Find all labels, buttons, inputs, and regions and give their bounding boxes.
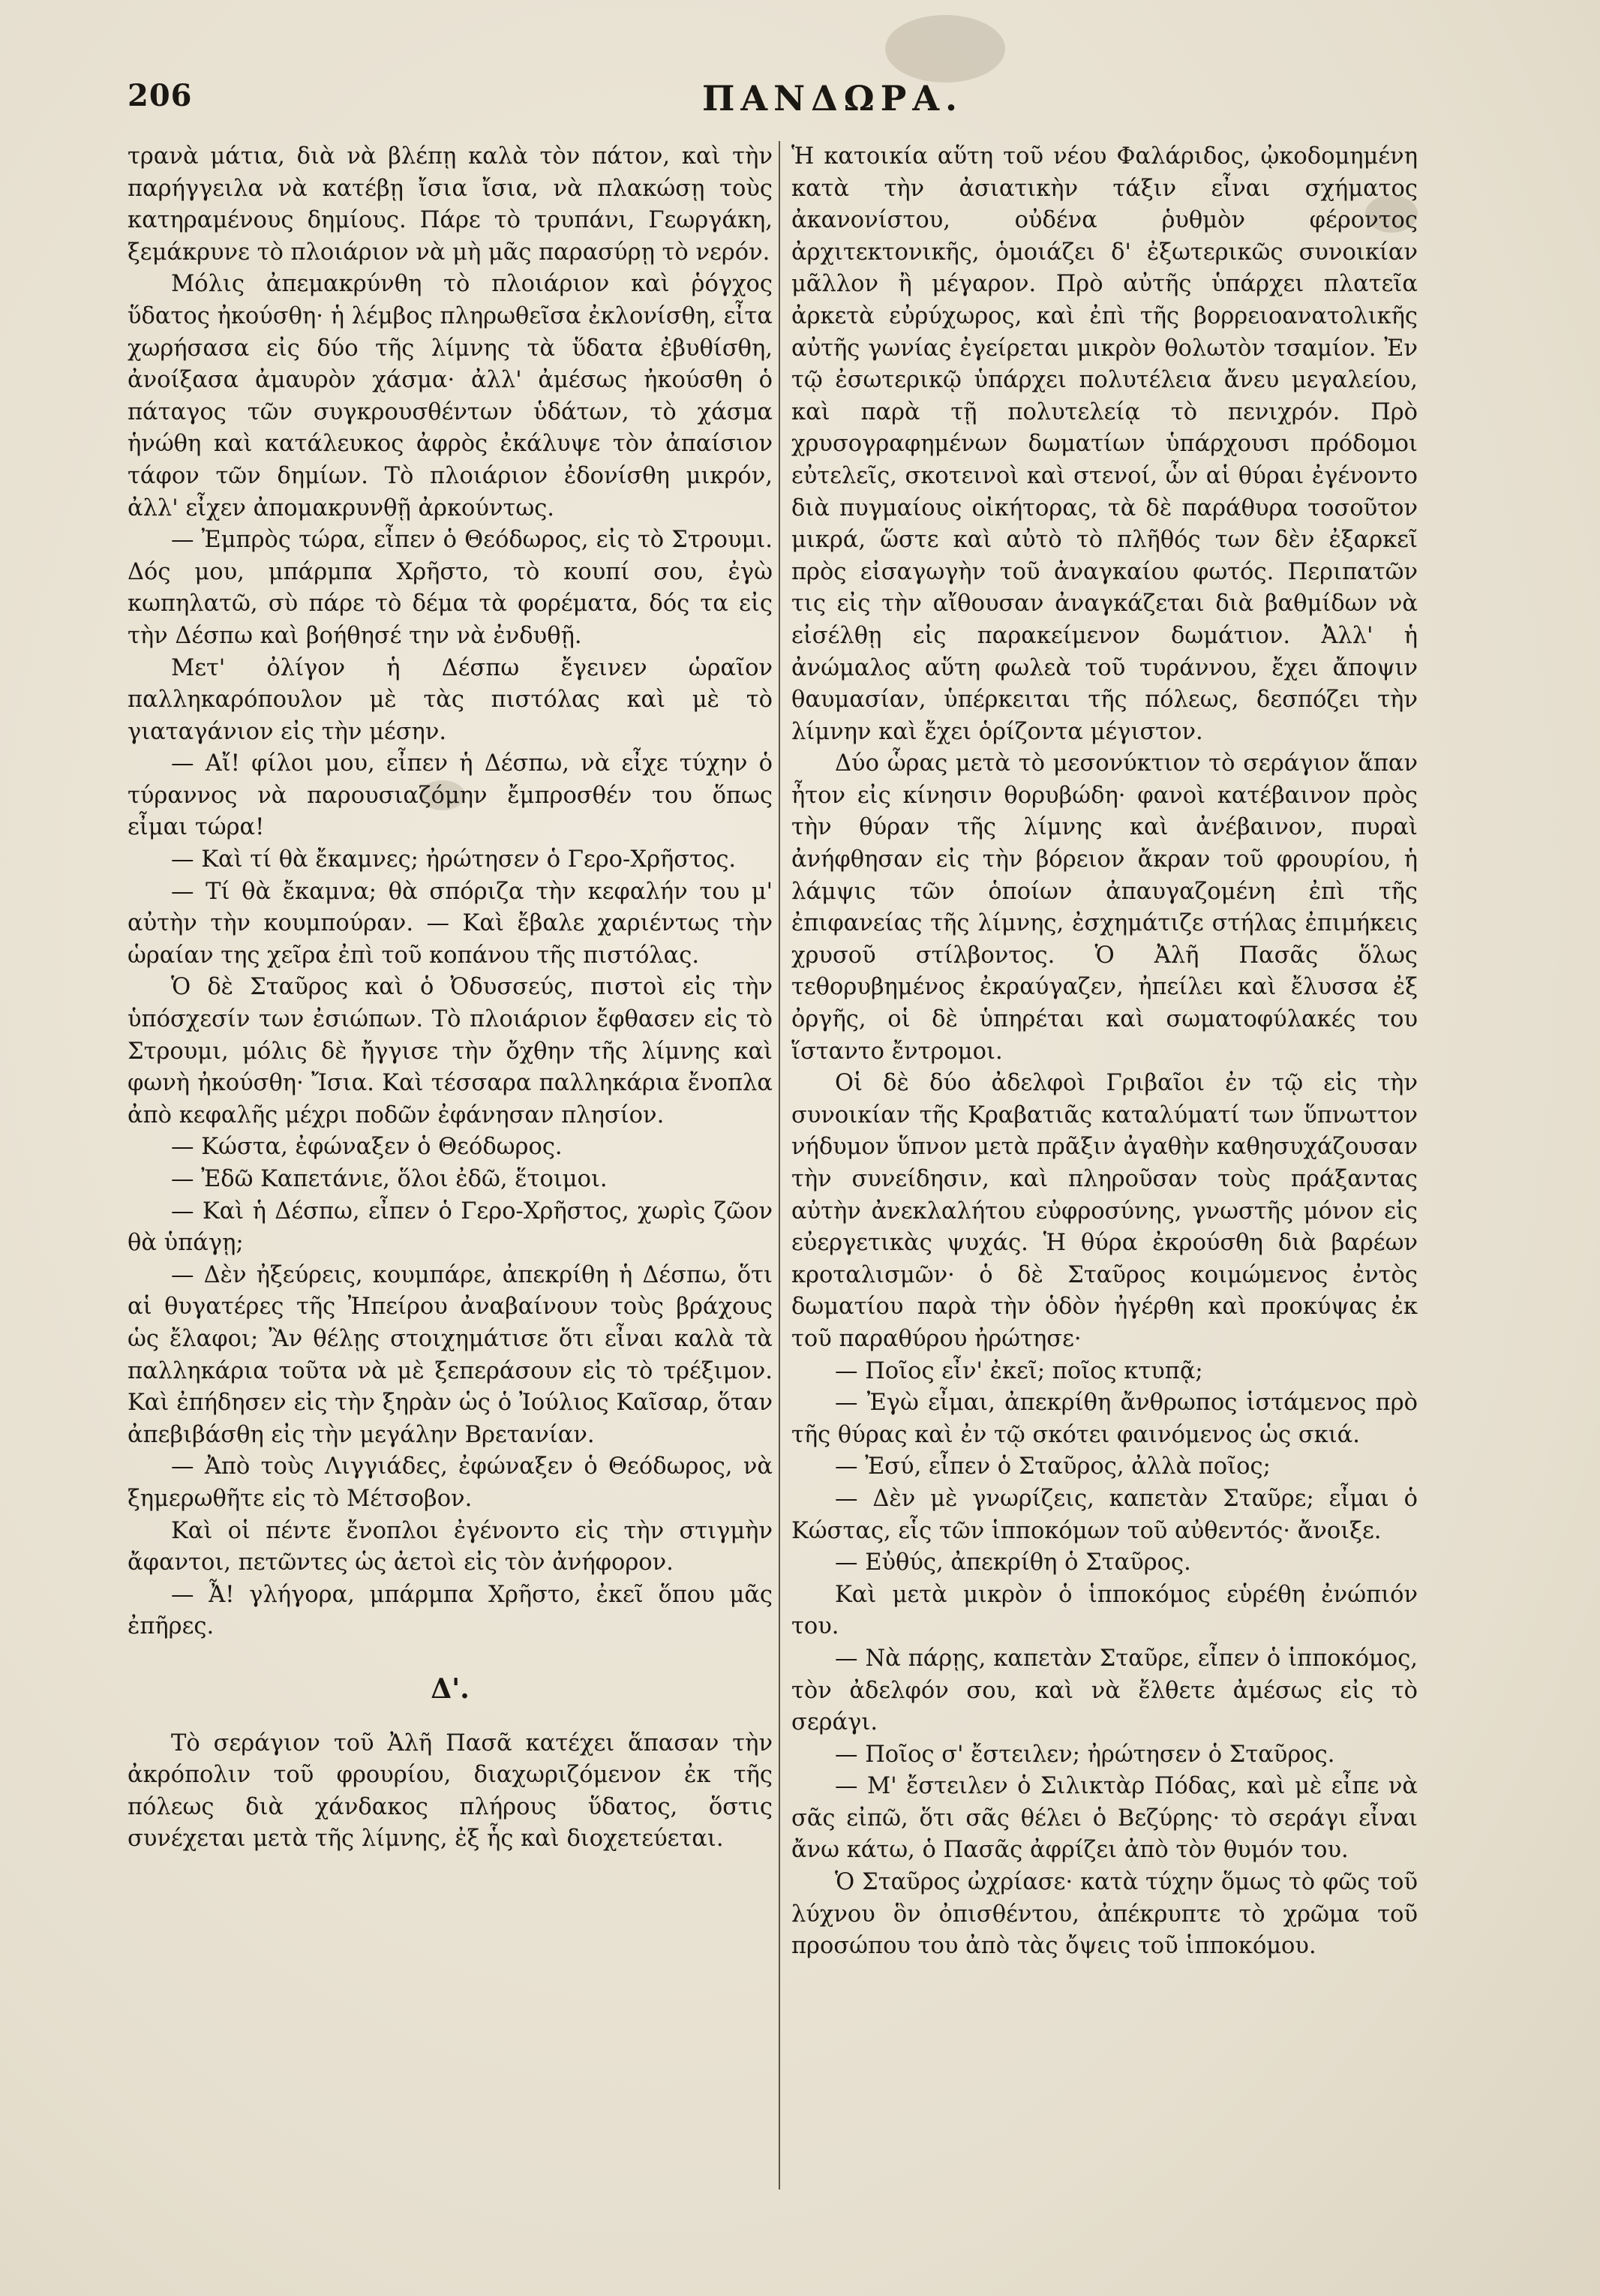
paragraph: — Ἐσύ, εἶπεν ὁ Σταῦρος, ἀλλὰ ποῖος; — [835, 1453, 1271, 1480]
column-divider — [779, 141, 780, 2189]
paragraph: Καὶ οἱ πέντε ἔνοπλοι ἐγένοντο εἰς τὴν στιγμὴν ἄφαντοι, πετῶντες ὡς ἀετοὶ εἰς τὸν ἀνήφορον. — [128, 1517, 773, 1576]
paragraph: — Ποῖος εἶν' ἐκεῖ; ποῖος κτυπᾷ; — [835, 1357, 1203, 1384]
paragraph: — Αἴ! φίλοι μου, εἶπεν ἡ Δέσπω, νὰ εἶχε τύχην ὁ τύραννος νὰ παρουσιαζόμην ἔμπροσθέν του ὅπως εἶμαι τώρα! — [128, 750, 773, 841]
paragraph: — Τί θὰ ἔκαμνα; θὰ σπόριζα τὴν κεφαλήν του μ' αὐτὴν τὴν κουμπούραν. — Καὶ ἔβαλε χαριέντως τὴν ὡραίαν της χεῖρα ἐπὶ τοῦ κοπάνου τῆς πιστόλας. — [128, 878, 773, 969]
left-column — [128, 141, 773, 1856]
page-header — [128, 78, 1538, 131]
paragraph: Μόλις ἀπεμακρύνθη τὸ πλοιάριον καὶ ῥόγχος ὕδατος ἠκούσθη· ἡ λέμβος πληρωθεῖσα ἐκλονίσθη, εἶτα χωρήσασα εἰς δύο τῆς λίμνης τὰ ὕδατα ἐβυθίσθη, ἀνοίξασα ἀμαυρὸν χάσμα· ἀλλ' ἀμέσως ἠκούσθη ὁ πάταγος τῶν συγκρουσθέντων ὑδάτων, τὸ χάσμα ἡνώθη καὶ κατάλευκος ἀφρὸς ἐκάλυψε τὸν ἀπαίσιον τάφον τῶν δημίων. Τὸ πλοιάριον ἐδονίσθη μικρόν, ἀλλ' εἶχεν ἀπομακρυνθῇ ἀρκούντως. — [128, 271, 773, 521]
paragraph: Ὁ δὲ Σταῦρος καὶ ὁ Ὀδυσσεύς, πιστοὶ εἰς τὴν ὑπόσχεσίν των ἐσιώπων. Τὸ πλοιάριον ἔφθασεν εἰς τὸ Στρουμι, μόλις δὲ ἤγγισε τὴν ὄχθην τῆς λίμνης καὶ φωνὴ ἠκούσθη· Ἴσια. Καὶ τέσσαρα παλληκάρια ἔνοπλα ἀπὸ κεφαλῆς μέχρι ποδῶν ἐφάνησαν πλησίον. — [128, 974, 773, 1128]
page-number: 206 — [128, 78, 193, 113]
paragraph: — Ποῖος σ' ἔστειλεν; ἠρώτησεν ὁ Σταῦρος. — [835, 1741, 1335, 1768]
paragraph: — Κώστα, ἐφώναξεν ὁ Θεόδωρος. — [171, 1134, 563, 1161]
right-column — [791, 141, 1418, 1963]
paper-stain — [885, 15, 1005, 83]
paragraph: — Δὲν μὲ γνωρίζεις, καπετὰν Σταῦρε; εἶμαι ὁ Κώστας, εἷς τῶν ἱπποκόμων τοῦ αὐθεντός· ἄνοιξε. — [791, 1485, 1418, 1544]
paragraph: — Ἐδῶ Καπετάνιε, ὅλοι ἐδῶ, ἕτοιμοι. — [171, 1166, 608, 1192]
paragraph: — Ἆ! γλήγορα, μπάρμπα Χρῆστο, ἐκεῖ ὅπου μᾶς ἐπῆρες. — [128, 1581, 773, 1640]
paragraph: Ἡ κατοικία αὕτη τοῦ νέου Φαλάριδος, ᾠκοδομημένη κατὰ τὴν ἀσιατικὴν τάξιν εἶναι σχήματος ἀκανονίστου, οὐδένα ῥυθμὸν φέροντος ἀρχιτεκτονικῆς, ὁμοιάζει δ' ἐξωτερικῶς συνοικίαν μᾶλλον ἢ μέγαρον. Πρὸ αὐτῆς ὑπάρχει πλατεῖα ἀρκετὰ εὐρύχωρος, καὶ ἐπὶ τῆς βορρειοανατολικῆς αὐτῆς γωνίας ἐγείρεται μικρὸν θολωτὸν τσαμίον. Ἐν τῷ ἐσωτερικῷ ὑπάρχει πολυτέλεια ἄνευ μεγαλείου, καὶ παρὰ τῇ πολυτελείᾳ τὸ πενιχρόν. Πρὸ χρυσογραφημένων δωματίων ὑπάρχουσι πρόδομοι εὐτελεῖς, σκοτεινοὶ καὶ στενοί, ὧν αἱ θύραι ἐγένοντο διὰ πυγμαίους οἰκήτορας, τὰ δὲ παράθυρα τοσοῦτον μικρά, ὥστε καὶ αὐτὸ τὸ πλῆθός των δὲν ἐξαρκεῖ πρὸς εἰσαγωγὴν τοῦ ἀναγκαίου φωτός. Περιπατῶν τις εἰς τὴν αἴθουσαν ἀναγκάζεται διὰ βαθμίδων νὰ εἰσέλθῃ εἰς παρακείμενον δωμάτιον. Ἀλλ' ἡ ἀνώμαλος αὕτη φωλεὰ τοῦ τυράννου, ἔχει ἄποψιν θαυμασίαν, ὑπέρκειται τῆς πόλεως, δεσπόζει τὴν λίμνην καὶ ἔχει ὁρίζοντα μέγιστον. — [791, 143, 1418, 745]
paragraph: Ὁ Σταῦρος ὠχρίασε· κατὰ τύχην ὅμως τὸ φῶς τοῦ λύχνου ὃν ὀπισθέντου, ἀπέκρυπτε τὸ χρῶμα τοῦ προσώπου του ἀπὸ τὰς ὄψεις τοῦ ἱπποκόμου. — [791, 1869, 1418, 1960]
paragraph: Οἱ δὲ δύο ἀδελφοὶ Γριβαῖοι ἐν τῷ εἰς τὴν συνοικίαν τῆς Κραβατιᾶς καταλύματί των ὕπνωττον νήδυμον ὕπνον μετὰ πρᾶξιν ἀγαθὴν καθησυχάζουσαν τὴν συνείδησιν, καὶ πληροῦσαν τοὺς πράξαντας αὐτὴν ἀνεκλαλήτου εὐφροσύνης, γνωστῆς μόνον εἰς εὐεργετικὰς ψυχάς. Ἡ θύρα ἐκρούσθη διὰ βαρέων κροταλισμῶν· ὁ δὲ Σταῦρος κοιμώμενος ἐντὸς δωματίου παρὰ τὴν ὁδὸν ἠγέρθη καὶ προκύψας ἐκ τοῦ παραθύρου ἠρώτησε· — [791, 1070, 1418, 1352]
section-heading: Δ'. — [431, 1672, 470, 1705]
paragraph: — Καὶ ἡ Δέσπω, εἶπεν ὁ Γερο-Χρῆστος, χωρὶς ζῶον θὰ ὑπάγῃ; — [128, 1198, 773, 1257]
paragraph: — Ἐγὼ εἶμαι, ἀπεκρίθη ἄνθρωπος ἱστάμενος πρὸ τῆς θύρας καὶ ἐν τῷ σκότει φαινόμενος ὡς σκιά. — [791, 1390, 1418, 1448]
paragraph: — Νὰ πάρῃς, καπετὰν Σταῦρε, εἶπεν ὁ ἱπποκόμος, τὸν ἀδελφόν σου, καὶ νὰ ἔλθετε ἀμέσως εἰς τὸ σεράγι. — [791, 1645, 1418, 1736]
paragraph: — Δὲν ἠξεύρεις, κουμπάρε, ἀπεκρίθη ἡ Δέσπω, ὅτι αἱ θυγατέρες τῆς Ἠπείρου ἀναβαίνουν τοὺς βράχους ὡς ἔλαφοι; Ἂν θέλῃς στοιχημάτισε ὅτι εἶναι καλὰ τὰ παλληκάρια τοῦτα νὰ μὲ ξεπεράσουν εἰς τὸ τρέξιμον. Καὶ ἐπήδησεν εἰς τὴν ξηρὰν ὡς ὁ Ἰούλιος Καῖσαρ, ὅταν ἀπεβιβάσθη εἰς τὴν μεγάλην Βρετανίαν. — [128, 1261, 773, 1448]
paragraph: — Ἐμπρὸς τώρα, εἶπεν ὁ Θεόδωρος, εἰς τὸ Στρουμι. Δός μου, μπάρμπα Χρῆστο, τὸ κουπί σου, ἐγὼ κωπηλατῶ, σὺ πάρε τὸ δέμα τὰ φορέματα, δός τα εἰς τὴν Δέσπω καὶ βοήθησέ την νὰ ἐνδυθῇ. — [128, 527, 773, 649]
paragraph: — Καὶ τί θὰ ἔκαμνες; ἠρώτησεν ὁ Γερο-Χρῆστος. — [171, 846, 737, 873]
paragraph: Καὶ μετὰ μικρὸν ὁ ἱπποκόμος εὑρέθη ἐνώπιόν του. — [791, 1581, 1418, 1640]
paragraph: Μετ' ὀλίγον ἡ Δέσπω ἔγεινεν ὡραῖον παλληκαρόπουλον μὲ τὰς πιστόλας καὶ μὲ τὸ γιαταγάνιον εἰς τὴν μέσην. — [128, 654, 773, 745]
paragraph: — Εὐθύς, ἀπεκρίθη ὁ Σταῦρος. — [835, 1549, 1191, 1576]
paragraph: τρανὰ μάτια, διὰ νὰ βλέπῃ καλὰ τὸν πάτον, καὶ τὴν παρήγγειλα νὰ κατέβῃ ἴσια ἴσια, νὰ πλακώσῃ τοὺς κατηραμένους δημίους. Πάρε τὸ τρυπάνι, Γεωργάκη, ξεμάκρυνε τὸ πλοιάριον νὰ μὴ μᾶς παρασύρῃ τὸ νερόν. — [128, 143, 773, 266]
paragraph: Δύο ὧρας μετὰ τὸ μεσονύκτιον τὸ σεράγιον ἅπαν ἦτον εἰς κίνησιν θορυβώδη· φανοὶ κατέβαινον πρὸς τὴν θύραν τῆς λίμνης καὶ ἀνέβαινον, πυραὶ ἀνήφθησαν εἰς τὴν βόρειον ἄκραν τοῦ φρουρίου, ἡ λάμψις τῶν ὁποίων ἀπαυγαζομένη ἐπὶ τῆς ἐπιφανείας τῆς λίμνης, ἐσχημάτιζε στήλας ἐπιμήκεις χρυσοῦ στίλβοντος. Ὁ Ἀλῆ Πασᾶς ὅλως τεθορυβημένος ἐκραύγαζεν, ἠπείλει καὶ ἔλυσσα ἐξ ὀργῆς, οἱ δὲ ὑπηρέται καὶ σωματοφύλακές του ἵσταντο ἔντρομοι. — [791, 750, 1418, 1065]
paragraph: — Ἀπὸ τοὺς Λιγγιάδες, ἐφώναξεν ὁ Θεόδωρος, νὰ ξημερωθῆτε εἰς τὸ Μέτσοβον. — [128, 1453, 773, 1512]
running-title: ΠΑΝΔΩΡΑ. — [701, 78, 964, 119]
paragraph: Τὸ σεράγιον τοῦ Ἀλῆ Πασᾶ κατέχει ἅπασαν τὴν ἀκρόπολιν τοῦ φρουρίου, διαχωριζόμενον ἐκ τῆς πόλεως διὰ χάνδακος πλήρους ὕδατος, ὅστις συνέχεται μετὰ τῆς λίμνης, ἐξ ἧς καὶ διοχετεύεται. — [128, 1730, 773, 1853]
paragraph: — Μ' ἔστειλεν ὁ Σιλικτὰρ Πόδας, καὶ μὲ εἶπε νὰ σᾶς εἰπῶ, ὅτι σᾶς θέλει ὁ Βεζύρης· τὸ σεράγι εἶναι ἄνω κάτω, ὁ Πασᾶς ἀφρίζει ἀπὸ τὸν θυμόν του. — [791, 1773, 1418, 1864]
